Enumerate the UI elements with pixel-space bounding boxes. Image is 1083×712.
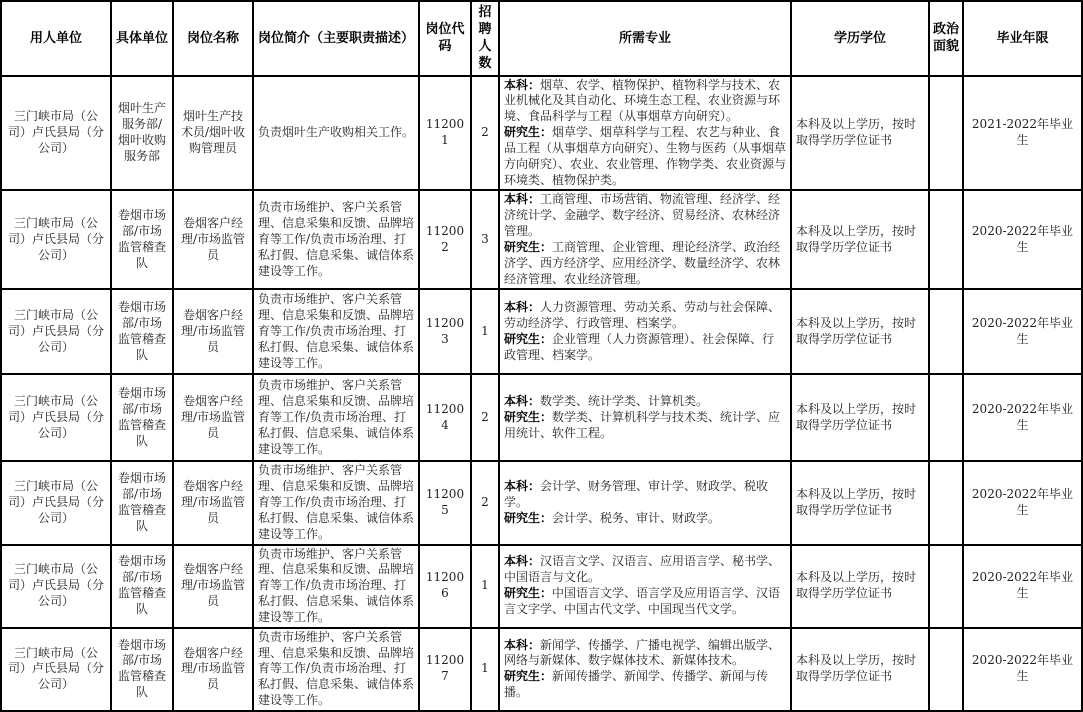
headcount-cell: 2 (471, 374, 499, 461)
employer-cell: 三门峡市局（公司）卢氏县局（分公司） (1, 289, 111, 374)
majors-postgrad (504, 586, 786, 618)
majors-postgrad-label: 研究生： (504, 125, 553, 140)
majors-postgrad (504, 410, 786, 442)
majors-undergrad-label: 本科： (504, 554, 541, 569)
header-political-status: 政治面貌 (929, 1, 963, 76)
code-cell: 112001 (419, 76, 471, 191)
majors-undergrad-text: 会计学、财务管理、审计学、财政学、税收学。 (504, 479, 769, 510)
graduation-years-cell: 2020-2022年毕业生 (963, 374, 1082, 461)
majors-undergrad (504, 78, 786, 125)
employer-cell: 三门峡市局（公司）卢氏县局（分公司） (1, 76, 111, 191)
majors-undergrad (504, 300, 786, 332)
header-employer: 用人单位 (1, 1, 111, 76)
majors-undergrad (504, 554, 786, 586)
majors-postgrad-text: 工商管理、企业管理、理论经济学、政治经济学、西方经济学、应用经济学、数量经济学、农林经济管理、农业经济管理。 (504, 239, 781, 286)
code-cell: 112007 (419, 628, 471, 711)
degree-cell: 本科及以上学历，按时取得学历学位证书 (791, 628, 929, 711)
unit-cell: 卷烟市场部/市场监管稽查队 (111, 289, 173, 374)
header-code: 岗位代码 (419, 1, 471, 76)
majors-postgrad-label: 研究生： (504, 239, 553, 254)
headcount-cell: 1 (471, 545, 499, 628)
majors-cell (499, 545, 791, 628)
majors-cell (499, 461, 791, 544)
description-cell: 负责市场维护、客户关系管理、信息采集和反馈、品牌培育等工作/负责市场治理、打私打假、信息采集、诚信体系建设等工作。 (253, 461, 419, 544)
majors-undergrad-label: 本科： (504, 394, 541, 409)
headcount-cell: 1 (471, 289, 499, 374)
position-cell: 卷烟客户经理/市场监管员 (173, 628, 253, 711)
unit-cell: 卷烟市场部/市场监管稽查队 (111, 461, 173, 544)
degree-cell: 本科及以上学历，按时取得学历学位证书 (791, 190, 929, 289)
position-cell: 卷烟客户经理/市场监管员 (173, 545, 253, 628)
table-row (1, 76, 1082, 191)
header-row (1, 1, 1082, 76)
employer-cell: 三门峡市局（公司）卢氏县局（分公司） (1, 374, 111, 461)
majors-undergrad-label: 本科： (504, 300, 541, 315)
description-cell: 负责市场维护、客户关系管理、信息采集和反馈、品牌培育等工作/负责市场治理、打私打假、信息采集、诚信体系建设等工作。 (253, 374, 419, 461)
majors-undergrad-text: 数学类、统计学类、计算机类。 (540, 394, 709, 409)
graduation-years-cell: 2021-2022年毕业生 (963, 76, 1082, 191)
graduation-years-cell: 2020-2022年毕业生 (963, 289, 1082, 374)
description-cell: 负责市场维护、客户关系管理、信息采集和反馈、品牌培育等工作/负责市场治理、打私打假、信息采集、诚信体系建设等工作。 (253, 190, 419, 289)
majors-undergrad (504, 479, 786, 511)
headcount-cell: 1 (471, 628, 499, 711)
majors-undergrad-text: 新闻学、传播学、广播电视学、编辑出版学、网络与新媒体、数字媒体技术、新媒体技术。 (504, 637, 781, 668)
headcount-cell: 2 (471, 76, 499, 191)
code-cell: 112003 (419, 289, 471, 374)
majors-postgrad-label: 研究生： (504, 409, 553, 424)
majors-postgrad (504, 240, 786, 287)
degree-cell: 本科及以上学历，按时取得学历学位证书 (791, 545, 929, 628)
header-position: 岗位名称 (173, 1, 253, 76)
table-body (1, 76, 1082, 711)
graduation-years-cell: 2020-2022年毕业生 (963, 190, 1082, 289)
degree-cell: 本科及以上学历，按时取得学历学位证书 (791, 76, 929, 191)
description-cell: 负责市场维护、客户关系管理、信息采集和反馈、品牌培育等工作/负责市场治理、打私打假、信息采集、诚信体系建设等工作。 (253, 628, 419, 711)
political-status-cell (929, 545, 963, 628)
majors-undergrad-text: 汉语言文学、汉语言、应用语言学、秘书学、中国语言与文化。 (504, 554, 781, 585)
majors-cell (499, 190, 791, 289)
table-row (1, 461, 1082, 544)
header-majors: 所需专业 (499, 1, 791, 76)
degree-cell: 本科及以上学历，按时取得学历学位证书 (791, 289, 929, 374)
table-row (1, 628, 1082, 711)
majors-undergrad (504, 394, 786, 410)
majors-postgrad (504, 332, 786, 364)
majors-postgrad-text: 会计学、税务、审计、财政学。 (552, 510, 721, 525)
majors-postgrad (504, 125, 786, 188)
majors-postgrad-text: 烟草学、烟草科学与工程、农艺与种业、食品工程（从事烟草方向研究）、生物与医药（从事烟草方向研究）、农业、农业管理、作物学类、农业资源与环境类、植物保护类。 (504, 125, 787, 187)
majors-cell (499, 374, 791, 461)
political-status-cell (929, 76, 963, 191)
table-row (1, 374, 1082, 461)
table-row (1, 545, 1082, 628)
majors-undergrad-label: 本科： (504, 637, 541, 652)
employer-cell: 三门峡市局（公司）卢氏县局（分公司） (1, 545, 111, 628)
majors-cell (499, 289, 791, 374)
position-cell: 卷烟客户经理/市场监管员 (173, 461, 253, 544)
position-cell: 卷烟客户经理/市场监管员 (173, 289, 253, 374)
employer-cell: 三门峡市局（公司）卢氏县局（分公司） (1, 628, 111, 711)
description-cell: 负责市场维护、客户关系管理、信息采集和反馈、品牌培育等工作/负责市场治理、打私打假、信息采集、诚信体系建设等工作。 (253, 289, 419, 374)
majors-postgrad-label: 研究生： (504, 331, 553, 346)
majors-undergrad-text: 工商管理、市场营销、物流管理、经济学、经济统计学、金融学、数字经济、贸易经济、农林经济管理。 (504, 192, 781, 239)
majors-cell (499, 76, 791, 191)
political-status-cell (929, 190, 963, 289)
employer-cell: 三门峡市局（公司）卢氏县局（分公司） (1, 190, 111, 289)
unit-cell: 卷烟市场部/市场监管稽查队 (111, 545, 173, 628)
majors-undergrad-text: 烟草、农学、植物保护、植物科学与技术、农业机械化及其自动化、环境生态工程、农业资源与环境、食品科学与工程（从事烟草方向研究）。 (504, 77, 781, 124)
political-status-cell (929, 289, 963, 374)
political-status-cell (929, 374, 963, 461)
header-graduation-years: 毕业年限 (963, 1, 1082, 76)
headcount-cell: 3 (471, 190, 499, 289)
description-cell: 负责烟叶生产收购相关工作。 (253, 76, 419, 191)
majors-postgrad-label: 研究生： (504, 510, 553, 525)
employer-cell: 三门峡市局（公司）卢氏县局（分公司） (1, 461, 111, 544)
majors-undergrad (504, 638, 786, 670)
majors-undergrad-text: 人力资源管理、劳动关系、劳动与社会保障、劳动经济学、行政管理、档案学。 (504, 300, 781, 331)
code-cell: 112005 (419, 461, 471, 544)
majors-postgrad-text: 新闻传播学、新闻学、传播学、新闻与传播。 (504, 669, 769, 700)
degree-cell: 本科及以上学历，按时取得学历学位证书 (791, 374, 929, 461)
header-headcount: 招聘人数 (471, 1, 499, 76)
majors-postgrad (504, 511, 786, 527)
position-cell: 烟叶生产技术员/烟叶收购管理员 (173, 76, 253, 191)
code-cell: 112002 (419, 190, 471, 289)
header-degree: 学历学位 (791, 1, 929, 76)
majors-undergrad-label: 本科： (504, 77, 541, 92)
header-unit: 具体单位 (111, 1, 173, 76)
code-cell: 112004 (419, 374, 471, 461)
code-cell: 112006 (419, 545, 471, 628)
political-status-cell (929, 461, 963, 544)
degree-cell: 本科及以上学历，按时取得学历学位证书 (791, 461, 929, 544)
unit-cell: 卷烟市场部/市场监管稽查队 (111, 374, 173, 461)
position-cell: 卷烟客户经理/市场监管员 (173, 190, 253, 289)
unit-cell: 卷烟市场部/市场监管稽查队 (111, 190, 173, 289)
majors-cell (499, 628, 791, 711)
unit-cell: 卷烟市场部/市场监管稽查队 (111, 628, 173, 711)
political-status-cell (929, 628, 963, 711)
header-description: 岗位简介（主要职责描述） (253, 1, 419, 76)
unit-cell: 烟叶生产服务部/烟叶收购服务部 (111, 76, 173, 191)
majors-postgrad-label: 研究生： (504, 669, 553, 684)
majors-undergrad-label: 本科： (504, 479, 541, 494)
majors-undergrad (504, 192, 786, 239)
table-row (1, 190, 1082, 289)
majors-undergrad-label: 本科： (504, 192, 541, 207)
graduation-years-cell: 2020-2022年毕业生 (963, 461, 1082, 544)
graduation-years-cell: 2020-2022年毕业生 (963, 628, 1082, 711)
majors-postgrad-text: 中国语言文学、语言学及应用语言学、汉语言文字学、中国古代文学、中国现当代文学。 (504, 586, 781, 616)
majors-postgrad-text: 企业管理（人力资源管理）、社会保障、行政管理、档案学。 (504, 331, 775, 362)
majors-postgrad (504, 669, 786, 701)
headcount-cell: 2 (471, 461, 499, 544)
graduation-years-cell: 2020-2022年毕业生 (963, 545, 1082, 628)
description-cell: 负责市场维护、客户关系管理、信息采集和反馈、品牌培育等工作/负责市场治理、打私打假、信息采集、诚信体系建设等工作。 (253, 545, 419, 628)
table-row (1, 289, 1082, 374)
majors-postgrad-label: 研究生： (504, 586, 553, 601)
position-cell: 卷烟客户经理/市场监管员 (173, 374, 253, 461)
majors-postgrad-text: 数学类、计算机科学与技术类、统计学、应用统计、软件工程。 (504, 409, 781, 440)
